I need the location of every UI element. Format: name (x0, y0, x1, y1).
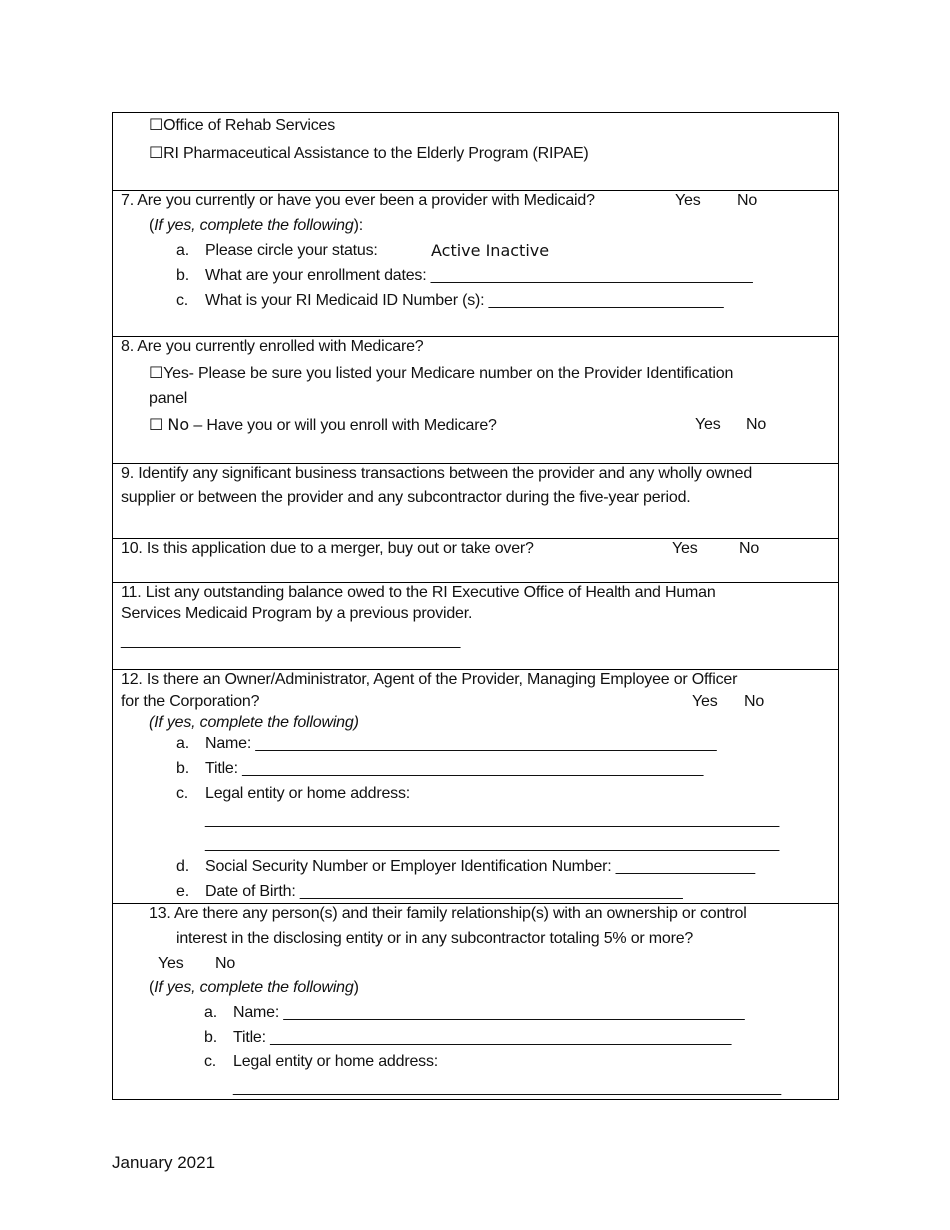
owner-title-field[interactable]: Title: _____________________________________________________ (205, 760, 704, 777)
question-12c-letter: c. (176, 785, 189, 802)
question-7-yes[interactable]: Yes (675, 192, 701, 209)
program-option-ripae[interactable] (149, 143, 589, 164)
owner-dob-field[interactable]: Date of Birth: ____________________________________________ (205, 883, 683, 900)
question-13-text-line1: 13. Are there any person(s) and their family relationship(s) with an ownership or control (149, 905, 747, 922)
question-12-text-line1: 12. Is there an Owner/Administrator, Agent of the Provider, Managing Employee or Officer (121, 671, 738, 688)
owner-address-label: Legal entity or home address: (205, 785, 410, 802)
program-option-label: Office of Rehab Services (163, 117, 336, 134)
question-7b-letter: b. (176, 267, 189, 284)
question-12d-letter: d. (176, 858, 189, 875)
question-10-section (113, 538, 838, 582)
question-12-text-line2: for the Corporation? (121, 693, 260, 710)
interest-name-field[interactable]: Name: _____________________________________________________ (233, 1004, 745, 1021)
program-option-label: RI Pharmaceutical Assistance to the Elderly Program (RIPAE) (163, 145, 589, 162)
question-12-section (113, 669, 838, 903)
checkbox-icon[interactable]: ☐ (149, 363, 164, 382)
note-paren: ( (149, 979, 155, 996)
question-9-section (113, 463, 838, 538)
question-7a-label: Please circle your status: (205, 242, 378, 259)
question-9-text-line1: 9. Identify any significant business transactions between the provider and any wholly owned (121, 465, 753, 482)
note-text: If yes, complete the following (154, 979, 354, 996)
question-7-note (149, 216, 363, 236)
question-13-section (113, 903, 838, 1099)
medicare-yes-label-cont: panel (149, 390, 188, 407)
checkbox-icon[interactable]: ☐ (149, 415, 164, 434)
medicare-no-label: – Have you or will you enroll with Medicare? (189, 417, 497, 434)
question-13b-letter: b. (204, 1029, 217, 1046)
question-12-note: (If yes, complete the following) (149, 714, 359, 731)
note-paren: ) (353, 979, 359, 996)
question-12-no[interactable]: No (744, 693, 765, 710)
question-13-yes[interactable]: Yes (158, 955, 184, 972)
form-table (112, 112, 839, 1100)
checkbox-icon[interactable]: ☐ (149, 143, 164, 162)
question-9-text-line2: supplier or between the provider and any subcontractor during the five-year period. (121, 489, 691, 506)
owner-address-field-2[interactable]: __________________________________________________________________ (205, 835, 780, 852)
checkbox-icon[interactable]: ☐ (149, 115, 164, 134)
note-text: If yes, complete the following (154, 217, 354, 234)
enrollment-dates-field[interactable]: What are your enrollment dates: _____________________________________ (205, 267, 753, 284)
question-13-no[interactable]: No (215, 955, 236, 972)
question-13-note (149, 978, 359, 998)
question-8-no[interactable]: No (746, 416, 767, 433)
question-10-no[interactable]: No (739, 540, 760, 557)
interest-address-label: Legal entity or home address: (233, 1053, 438, 1070)
question-12b-letter: b. (176, 760, 189, 777)
question-13-text-line2: interest in the disclosing entity or in any subcontractor totaling 5% or more? (176, 930, 694, 947)
question-12-yes[interactable]: Yes (692, 693, 718, 710)
medicaid-id-field[interactable]: What is your RI Medicaid ID Number (s): ___________________________ (205, 292, 724, 309)
medicare-no-option[interactable] (149, 415, 497, 436)
question-8-text: 8. Are you currently enrolled with Medicare? (121, 338, 424, 355)
program-option-rehab[interactable] (149, 115, 335, 136)
owner-address-field-1[interactable]: __________________________________________________________________ (205, 811, 780, 828)
question-8-yes[interactable]: Yes (695, 416, 721, 433)
program-options-section (113, 113, 838, 190)
question-10-yes[interactable]: Yes (672, 540, 698, 557)
medicare-yes-option[interactable] (149, 363, 733, 384)
interest-address-field[interactable]: _______________________________________________________________ (233, 1079, 782, 1096)
question-7c-letter: c. (176, 292, 189, 309)
footer-date: January 2021 (112, 1153, 216, 1172)
question-7-text: 7. Are you currently or have you ever been a provider with Medicaid? (121, 192, 595, 209)
note-paren: ): (353, 217, 363, 234)
question-11-section (113, 582, 838, 669)
status-options[interactable]: Active Inactive (431, 241, 550, 260)
question-7-section (113, 190, 838, 336)
question-13c-letter: c. (204, 1053, 217, 1070)
question-7a-letter: a. (176, 242, 189, 259)
note-paren: ( (149, 217, 155, 234)
outstanding-balance-field[interactable]: _______________________________________ (121, 632, 461, 649)
question-12e-letter: e. (176, 883, 189, 900)
question-10-text: 10. Is this application due to a merger, buy out or take over? (121, 540, 534, 557)
interest-title-field[interactable]: Title: _____________________________________________________ (233, 1029, 732, 1046)
owner-name-field[interactable]: Name: _____________________________________________________ (205, 735, 717, 752)
medicare-no-word: No (167, 415, 190, 434)
owner-ssn-ein-field[interactable]: Social Security Number or Employer Identification Number: ________________ (205, 858, 755, 875)
question-8-section (113, 336, 838, 463)
question-7-no[interactable]: No (737, 192, 758, 209)
question-12a-letter: a. (176, 735, 189, 752)
question-13a-letter: a. (204, 1004, 217, 1021)
medicare-yes-label: Yes- Please be sure you listed your Medicare number on the Provider Identification (163, 365, 734, 382)
question-11-text-line1: 11. List any outstanding balance owed to the RI Executive Office of Health and Human (121, 584, 716, 601)
question-11-text-line2: Services Medicaid Program by a previous provider. (121, 605, 473, 622)
